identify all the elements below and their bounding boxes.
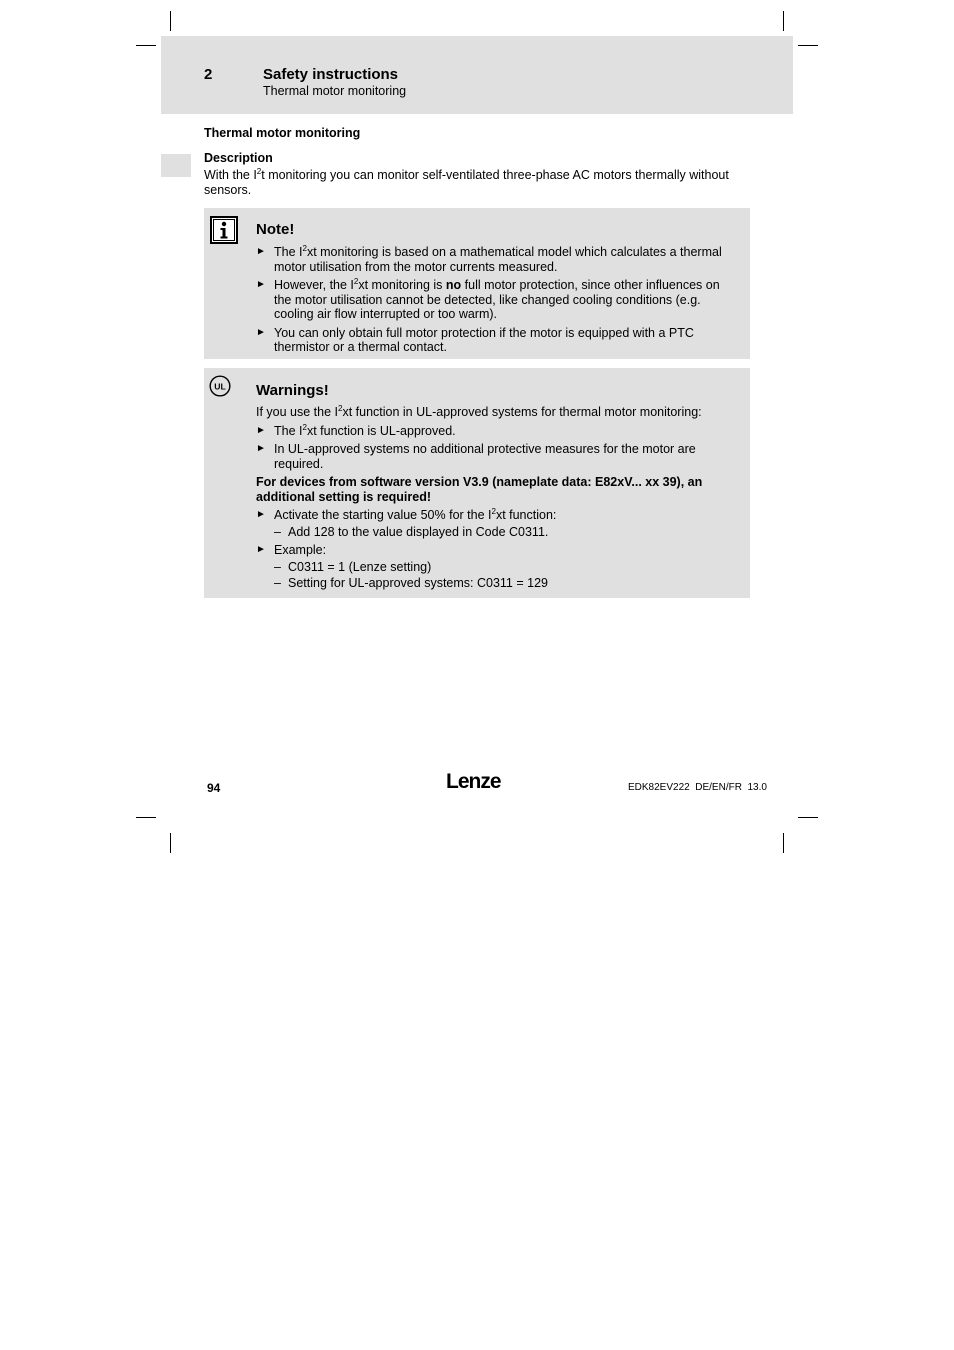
crop-mark	[798, 45, 818, 46]
note-title: Note!	[256, 221, 295, 238]
section-title: Thermal motor monitoring	[204, 126, 361, 140]
description-text: With the $I^2t$ monitoring you can monitor self-ventilated three-phase AC motors thermally without sensors.	[204, 167, 729, 197]
info-icon	[210, 216, 238, 244]
svg-text:UL: UL	[214, 381, 226, 392]
list-item: ► Activate the starting value 50% for the $I^2xt$ function: – Add 128 to the value displayed in Code C0311.	[256, 508, 740, 539]
crop-mark	[170, 11, 171, 31]
lenze-logo: Lenze	[446, 770, 501, 793]
chapter-subtitle: Thermal motor monitoring	[263, 84, 407, 98]
page-number: 94	[207, 781, 221, 795]
chapter-header	[161, 36, 793, 114]
list-item: ► The $I^2xt$ function is UL-approved.	[256, 424, 740, 439]
list-item: ► You can only obtain full motor protection if the motor is equipped with a PTC thermistor or a thermal contact.	[256, 326, 740, 355]
warnings-box	[204, 368, 750, 598]
list-item: ► However, the $I^2xt$ monitoring is no full motor protection, since other influences on the motor utilisation cannot be detected, like changed cooling conditions (e.g. cooling air flow interrupted or too warm).	[256, 278, 740, 322]
list-item: ► Example: – C0311 = 1 (Lenze setting) – Setting for UL-approved systems: C0311 = 129	[256, 543, 740, 591]
document-id: EDK82EV222 DE/EN/FR 13.0	[628, 782, 767, 793]
chapter-number: 2	[204, 66, 213, 83]
side-tab-marker	[161, 154, 191, 177]
note-box	[204, 208, 750, 359]
note-body	[256, 245, 740, 359]
list-item: ► In UL-approved systems no additional protective measures for the motor are required.	[256, 442, 740, 471]
crop-mark	[783, 11, 784, 31]
warnings-bold-note: For devices from software version V3.9 (nameplate data: E82xV... xx 39), an additional setting is required!	[256, 475, 703, 504]
sub-list-item: – Setting for UL-approved systems: C0311 = 129	[274, 576, 740, 591]
warnings-intro: If you use the $I^2xt$ function in UL-approved systems for thermal motor monitoring:	[256, 404, 702, 419]
chapter-title: Safety instructions	[263, 66, 399, 83]
crop-mark	[170, 833, 171, 853]
ul-certification-icon	[209, 375, 231, 397]
list-item: ► The $I^2xt$ monitoring is based on a mathematical model which calculates a thermal motor utilisation from the motor currents measured.	[256, 245, 740, 274]
crop-mark	[783, 833, 784, 853]
warnings-title: Warnings!	[256, 382, 329, 399]
sub-list-item: – C0311 = 1 (Lenze setting)	[274, 560, 740, 575]
crop-mark	[136, 45, 156, 46]
sub-list-item: – Add 128 to the value displayed in Code C0311.	[274, 525, 740, 540]
warnings-body	[256, 405, 740, 595]
crop-mark	[798, 817, 818, 818]
crop-mark	[136, 817, 156, 818]
description-title: Description	[204, 151, 273, 165]
